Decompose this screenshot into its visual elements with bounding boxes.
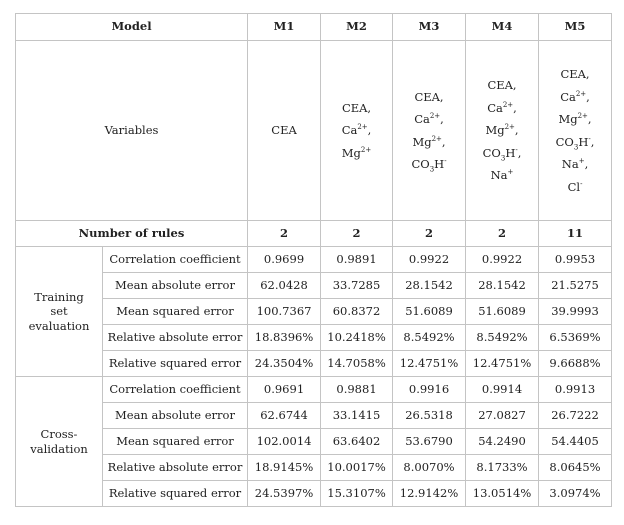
variable-item: $Ca^{2+}$, bbox=[560, 89, 590, 104]
variable-item: $CO_3H^-$, bbox=[482, 145, 522, 163]
training-set-evaluation-group-label bbox=[16, 247, 103, 377]
rules-value-m2: 2 bbox=[321, 221, 393, 247]
table-row bbox=[16, 481, 612, 507]
rules-value-m4: 2 bbox=[466, 221, 539, 247]
metric-value-m2: 15.3107% bbox=[321, 481, 393, 507]
metric-value-m4: 28.1542 bbox=[466, 273, 539, 299]
metric-value-m4: 13.0514% bbox=[466, 481, 539, 507]
variable-item: $Ca^{2+}$, bbox=[487, 100, 517, 115]
variable-item: $Mg^{2+}$ bbox=[341, 145, 372, 160]
variable-item: CEA, bbox=[487, 78, 517, 93]
metric-label: Correlation coefficient bbox=[103, 247, 248, 273]
table-row bbox=[16, 273, 612, 299]
metric-label: Mean squared error bbox=[103, 299, 248, 325]
metric-label: Relative absolute error bbox=[103, 455, 248, 481]
metric-value-m5: 54.4405 bbox=[539, 429, 612, 455]
variables-cell-m1 bbox=[248, 41, 321, 221]
variables-cell-m3 bbox=[393, 41, 466, 221]
metric-value-m5: 0.9913 bbox=[539, 377, 612, 403]
model-header-m2: M2 bbox=[321, 14, 393, 41]
metric-value-m5: 0.9953 bbox=[539, 247, 612, 273]
metric-label: Mean squared error bbox=[103, 429, 248, 455]
header-row bbox=[16, 14, 612, 41]
metric-value-m1: 18.8396% bbox=[248, 325, 321, 351]
model-comparison-table bbox=[15, 13, 612, 507]
metric-value-m2: 33.1415 bbox=[321, 403, 393, 429]
model-header-m5: M5 bbox=[539, 14, 612, 41]
variable-item: CEA, bbox=[560, 67, 590, 81]
metric-value-m4: 0.9914 bbox=[466, 377, 539, 403]
metric-value-m5: 6.5369% bbox=[539, 325, 612, 351]
metric-label: Relative squared error bbox=[103, 481, 248, 507]
metric-value-m3: 12.9142% bbox=[393, 481, 466, 507]
variables-cell-m5 bbox=[539, 41, 612, 221]
model-header-m1: M1 bbox=[248, 14, 321, 41]
metric-label: Relative absolute error bbox=[103, 325, 248, 351]
metric-value-m4: 8.5492% bbox=[466, 325, 539, 351]
variable-item: Na+ bbox=[490, 168, 514, 183]
variable-item: $Mg^{2+}$, bbox=[485, 123, 519, 138]
variables-label: Variables bbox=[16, 41, 248, 221]
variable-item: CEA, bbox=[414, 89, 444, 104]
rules-value-m5: 11 bbox=[539, 221, 612, 247]
metric-value-m1: 100.7367 bbox=[248, 299, 321, 325]
table-row bbox=[16, 299, 612, 325]
metric-value-m2: 63.6402 bbox=[321, 429, 393, 455]
variable-item: $Ca^{2+}$, bbox=[414, 112, 444, 126]
variables-cell-m4 bbox=[466, 41, 539, 221]
variable-item: Cl- bbox=[567, 179, 583, 194]
table-row bbox=[16, 377, 612, 403]
variable-item: $Mg^{2+}$, bbox=[558, 112, 592, 126]
metric-label: Mean absolute error bbox=[103, 403, 248, 429]
metric-value-m1: 24.3504% bbox=[248, 351, 321, 377]
metric-value-m4: 0.9922 bbox=[466, 247, 539, 273]
metric-value-m4: 51.6089 bbox=[466, 299, 539, 325]
metric-label: Relative squared error bbox=[103, 351, 248, 377]
cross-validation-group-label bbox=[16, 377, 103, 507]
metric-label: Correlation coefficient bbox=[103, 377, 248, 403]
metric-value-m1: 18.9145% bbox=[248, 455, 321, 481]
metric-value-m4: 8.1733% bbox=[466, 455, 539, 481]
metric-value-m4: 27.0827 bbox=[466, 403, 539, 429]
metric-value-m5: 3.0974% bbox=[539, 481, 612, 507]
rules-value-m3: 2 bbox=[393, 221, 466, 247]
metric-value-m3: 51.6089 bbox=[393, 299, 466, 325]
metric-value-m4: 54.2490 bbox=[466, 429, 539, 455]
metric-value-m1: 0.9691 bbox=[248, 377, 321, 403]
variable-item: $Ca^{2+}$, bbox=[341, 123, 372, 138]
table-row bbox=[16, 325, 612, 351]
metric-value-m1: 62.6744 bbox=[248, 403, 321, 429]
rules-value-m1: 2 bbox=[248, 221, 321, 247]
metric-value-m2: 14.7058% bbox=[321, 351, 393, 377]
metric-value-m3: 0.9922 bbox=[393, 247, 466, 273]
metric-value-m3: 12.4751% bbox=[393, 351, 466, 377]
variable-item: $CO_3H^-$, bbox=[555, 134, 595, 151]
metric-value-m5: 9.6688% bbox=[539, 351, 612, 377]
table-row bbox=[16, 403, 612, 429]
table-row bbox=[16, 351, 612, 377]
variables-row bbox=[16, 41, 612, 221]
metric-value-m2: 33.7285 bbox=[321, 273, 393, 299]
metric-value-m3: 53.6790 bbox=[393, 429, 466, 455]
rules-label: Number of rules bbox=[16, 221, 248, 247]
group-label-line: validation bbox=[30, 441, 88, 456]
variable-item: $Mg^{2+}$, bbox=[412, 134, 446, 149]
metric-value-m3: 28.1542 bbox=[393, 273, 466, 299]
metric-label: Mean absolute error bbox=[103, 273, 248, 299]
metric-value-m5: 39.9993 bbox=[539, 299, 612, 325]
metric-value-m2: 10.2418% bbox=[321, 325, 393, 351]
metric-value-m4: 12.4751% bbox=[466, 351, 539, 377]
metric-value-m1: 0.9699 bbox=[248, 247, 321, 273]
model-header-m4: M4 bbox=[466, 14, 539, 41]
metric-value-m3: 0.9916 bbox=[393, 377, 466, 403]
metric-value-m3: 8.0070% bbox=[393, 455, 466, 481]
metric-value-m1: 24.5397% bbox=[248, 481, 321, 507]
rules-row bbox=[16, 221, 612, 247]
table-row bbox=[16, 247, 612, 273]
metric-value-m3: 8.5492% bbox=[393, 325, 466, 351]
model-header-m3: M3 bbox=[393, 14, 466, 41]
metric-value-m2: 0.9881 bbox=[321, 377, 393, 403]
metric-value-m2: 10.0017% bbox=[321, 455, 393, 481]
model-header: Model bbox=[16, 14, 248, 41]
metric-value-m2: 0.9891 bbox=[321, 247, 393, 273]
group-label-text: Training set evaluation bbox=[28, 289, 90, 333]
metric-value-m5: 21.5275 bbox=[539, 273, 612, 299]
variable-item: $CO_3H^-$ bbox=[411, 157, 447, 174]
variables-cell-m2 bbox=[321, 41, 393, 221]
metric-value-m1: 62.0428 bbox=[248, 273, 321, 299]
variable-item: CEA bbox=[271, 123, 297, 138]
variable-item: CEA, bbox=[341, 100, 372, 115]
metric-value-m1: 102.0014 bbox=[248, 429, 321, 455]
metric-value-m2: 60.8372 bbox=[321, 299, 393, 325]
table-row bbox=[16, 455, 612, 481]
metric-value-m3: 26.5318 bbox=[393, 403, 466, 429]
metric-value-m5: 26.7222 bbox=[539, 403, 612, 429]
variable-item: Na+, bbox=[561, 157, 589, 171]
metric-value-m5: 8.0645% bbox=[539, 455, 612, 481]
group-label-line: Cross- bbox=[40, 427, 78, 442]
table-row bbox=[16, 429, 612, 455]
